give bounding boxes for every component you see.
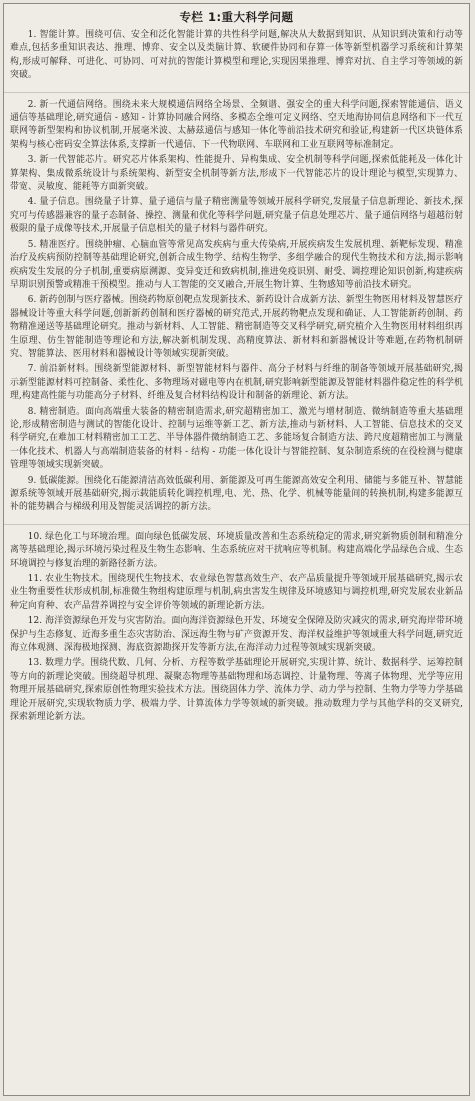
list-item: 10. 绿色化工与环境治理。面向绿色低碳发展、环境质量改善和生态系统稳定的需求,研究新物质创制和精准分离等基础理论,揭示环境污染过程及生物生态影响、生态系统应对干扰响应等机制。构建高端化学品绿色合成、生态环境调控与修复治理的新路径新方法。 xyxy=(10,531,463,569)
section-divider xyxy=(4,515,469,525)
list-item: 6. 新药创制与医疗器械。围绕药物原创靶点发现新技术、新药设计合成新方法、新型生物医用材料及智慧医疗器械设计等重大科学问题,创新新药创制和医疗器械的研究范式,开展药物靶点发现和确证、人工智能新药创制、药物精准递送等基础理论研究。推动与新材料、人工智能、精密制造等交叉科学研究,研究植介入生物医用材料组织再生原理、仿生智能制造等理论和方法,解决新机制发现、高精度算法、新材料和新器械设计等难题,在药物机制研究、智能算法、医用材料和器械设计等领域实现新突破。 xyxy=(10,295,463,359)
list-item: 9. 低碳能源。围绕化石能源清洁高效低碳利用、新能源及可再生能源高效安全利用、储能与多能互补、智慧能源系统等领域开展基础研究,揭示载能质转化调控机理,电、光、热、化学、机械等能量间的转换机制,构建多能源互补的能势耦合与梯级利用及智能灵活调控的新方法。 xyxy=(10,475,463,513)
column-title: 专栏 1:重大科学问题 xyxy=(179,10,294,24)
list-item: 1. 智能计算。围绕可信、安全和泛化智能计算的共性科学问题,解决从大数据到知识、从知识到决策和行动等难点,包括多重知识表达、推理、博弈、安全以及类脑计算、软硬件协同和存算一体等新型机器学习系统和计算架构,形成可解释、可进化、可协同、可对抗的智能计算模型和理论,实现因果推理、博弈对抗、自主学习等领域的新突破。 xyxy=(10,30,463,81)
special-column-panel xyxy=(3,3,470,1096)
list-item: 4. 量子信息。围绕量子计算、量子通信与量子精密测量等领域开展科学研究,发展量子信息新理论、新技术,探究可与传感器兼容的量子态制备、操控、测量和优化等科学问题,研究量子信息处理芯片、量子通信网络与超越衍射极限的量子成像等技术,开展量子信息相关的量子材料与器件研究。 xyxy=(10,197,464,235)
problem-list xyxy=(4,29,469,725)
list-item: 8. 精密制造。面向高端重大装备的精密制造需求,研究超精密加工、激光与增材制造、微纳制造等重大基础理论,形成精密制造与测试的智能化设计、控制与运维等新工艺、新方法,推动与新材料、人工智能、信息技术的交叉科学研究,在难加工材料精密加工工艺、半导体器件微纳制造工艺、多能场复合制造方法、跨尺度超精密加工与测量一体化技术、机器人与高端制造装备的材料 - 结构 - 功能一体化设计与智能控制、复杂制造系统的在役检测与健康管理等领域实现新突破。 xyxy=(10,406,463,471)
list-item: 3. 新一代智能芯片。研究芯片体系架构、性能提升、异构集成、安全机制等科学问题,探索低能耗及一体化计算架构、集成微系统设计与系统架构、新型安全机制等新方法,形成下一代智能芯片的设计理论与模型,实现算力、带宽、灵敏度、能耗等方面新突破。 xyxy=(10,155,463,193)
list-item: 11. 农业生物技术。围绕现代生物技术、农业绿色智慧高效生产、农产品质量提升等领域开展基础研究,揭示农业生物重要性状形成机制,标准微生物组构建原理与机制,病虫害发生规律及环境感知与调控机理,研究发展农业新品种定向育种、农产品营养调控与安全评价等领域的新理论新方法。 xyxy=(10,574,463,611)
list-item: 12. 海洋资源绿色开发与灾害防治。面向海洋资源绿色开发、环境安全保障及防灾减灾的需求,研究海岸带环境保护与生态修复、近海多重生态灾害防治、深远海生物与矿产资源开发、海洋权益维护等领域重大科学问题,研究近海立体观测、深海极地探测、海底资源勘探开发等新方法,在海洋动力过程等领域实现新突破。 xyxy=(10,616,463,654)
list-item: 13. 数理力学。围绕代数、几何、分析、方程等数学基础理论开展研究,实现计算、统计、数据科学、运筹控制等方向的新理论突破。围绕超导机理、凝聚态物理等基础物理和场态调控、计量物理、等离子体物理、光学等应用物理开展基础研究,探索原创性物理实验技术方法。围绕固体力学、流体力学、动力学与控制、生物力学等力学基础理论开展研究,实现软物质力学、极端力学、计算流体力学等领域的新突破。推动数理力学与其他学科的交叉研究,探索新理论新方法。 xyxy=(10,658,463,723)
list-item: 2. 新一代通信网络。围绕未来大规模通信网络全场景、全频谱、强安全的重大科学问题,探索智能通信、语义通信等基础理论,研究通信 - 感知 - 计算协同融合网络、多模态全维可定义网络、空天地海协同信息网络和下一代互联网等新型架构和协议机制,开展毫米波、太赫兹通信与感知一体化等前沿技术研究和验证,构建新一代区块链体系架构与核心密码安全算法体系,支撑新一代通信、下一代物联网、车联网和工业互联网等标准制定。 xyxy=(10,99,463,150)
list-item: 7. 前沿新材料。围绕新型能源材料、新型智能材料与器件、高分子材料与纤维的制备等领域开展基础研究,揭示新型能源材料可控制备、柔性化、多物理场对磁电等内在机制,研究影响新型能源及智能材料器件稳定性的科学机理,构建高性能与功能高分子材料、纤维及复合材料结构设计和制备的新理论、新方法。 xyxy=(10,364,463,402)
section-divider xyxy=(4,83,469,93)
list-item: 5. 精准医疗。围绕肿瘤、心脑血管等常见高发疾病与重大传染病,开展疾病发生发展机理、新靶标发现、精准治疗及疾病预防控制等基础理论研究,创新合成生物学、结构生物学、多组学融合的现代生物技术和方法,揭示影响疾病发生发展的分子机制,重要病原溯源、变异变迁和致病机制,推进免疫识别、耐受、调控理论知识创新,构建疾病早期识别预警或精准干预模型。推动与人工智能的交叉融合,开展生物计算、生物感知等前沿技术研究。 xyxy=(10,239,463,290)
